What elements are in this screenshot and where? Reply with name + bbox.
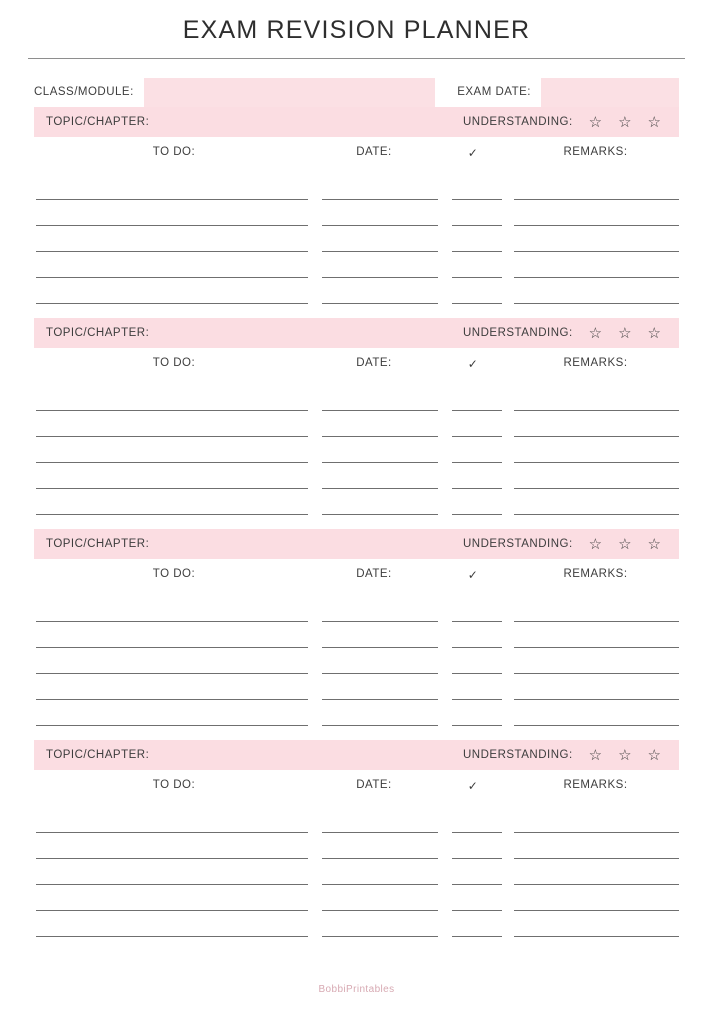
- check-line[interactable]: [452, 462, 502, 463]
- todo-line[interactable]: [36, 832, 308, 833]
- entry-row: [34, 700, 679, 726]
- check-line[interactable]: [452, 884, 502, 885]
- check-line[interactable]: [452, 251, 502, 252]
- entry-row: [34, 648, 679, 674]
- topic-chapter-bar: [34, 318, 679, 348]
- column-header-remarks: REMARKS:: [563, 568, 628, 580]
- topic-chapter-bar: [34, 740, 679, 770]
- remarks-line[interactable]: [514, 514, 679, 515]
- remarks-line[interactable]: [514, 621, 679, 622]
- entry-row: [34, 911, 679, 937]
- date-line[interactable]: [322, 832, 438, 833]
- remarks-line[interactable]: [514, 699, 679, 700]
- entry-row: [34, 859, 679, 885]
- understanding-group: [463, 748, 665, 763]
- star-icon[interactable]: ☆: [618, 535, 632, 553]
- date-line[interactable]: [322, 884, 438, 885]
- remarks-line[interactable]: [514, 647, 679, 648]
- entry-row: [34, 674, 679, 700]
- star-icon[interactable]: ☆: [647, 746, 661, 764]
- date-line[interactable]: [322, 436, 438, 437]
- column-headers: [34, 146, 679, 160]
- todo-line[interactable]: [36, 673, 308, 674]
- check-line[interactable]: [452, 488, 502, 489]
- remarks-line[interactable]: [514, 910, 679, 911]
- column-header-check: ✓: [467, 779, 479, 793]
- remarks-line[interactable]: [514, 410, 679, 411]
- todo-line[interactable]: [36, 884, 308, 885]
- remarks-line[interactable]: [514, 725, 679, 726]
- remarks-line[interactable]: [514, 936, 679, 937]
- check-line[interactable]: [452, 936, 502, 937]
- entry-row: [34, 174, 679, 200]
- revision-section-1: [34, 107, 679, 304]
- column-headers: [34, 357, 679, 371]
- page-title: EXAM REVISION PLANNER: [182, 16, 531, 44]
- todo-line[interactable]: [36, 858, 308, 859]
- sections-container: [0, 107, 713, 937]
- todo-line[interactable]: [36, 410, 308, 411]
- remarks-line[interactable]: [514, 277, 679, 278]
- star-icon[interactable]: ☆: [647, 113, 661, 131]
- date-line[interactable]: [322, 910, 438, 911]
- check-line[interactable]: [452, 621, 502, 622]
- entry-row: [34, 833, 679, 859]
- date-line[interactable]: [322, 936, 438, 937]
- column-header-check: ✓: [467, 568, 479, 582]
- date-line[interactable]: [322, 303, 438, 304]
- column-header-todo: TO DO:: [152, 146, 196, 158]
- todo-line[interactable]: [36, 199, 308, 200]
- understanding-label: UNDERSTANDING:: [462, 538, 573, 550]
- understanding-stars: [589, 115, 661, 130]
- entry-row: [34, 226, 679, 252]
- star-icon[interactable]: ☆: [647, 535, 661, 553]
- check-line[interactable]: [452, 436, 502, 437]
- column-header-todo: TO DO:: [152, 779, 196, 791]
- remarks-line[interactable]: [514, 832, 679, 833]
- todo-line[interactable]: [36, 910, 308, 911]
- entry-row: [34, 252, 679, 278]
- date-line[interactable]: [322, 199, 438, 200]
- check-line[interactable]: [452, 410, 502, 411]
- column-header-date: DATE:: [356, 146, 392, 158]
- todo-line[interactable]: [36, 699, 308, 700]
- column-headers: [34, 568, 679, 582]
- remarks-line[interactable]: [514, 488, 679, 489]
- remarks-line[interactable]: [514, 225, 679, 226]
- entry-lines: [34, 385, 679, 515]
- check-line[interactable]: [452, 225, 502, 226]
- date-line[interactable]: [322, 725, 438, 726]
- entry-row: [34, 385, 679, 411]
- entry-row: [34, 622, 679, 648]
- entry-lines: [34, 596, 679, 726]
- remarks-line[interactable]: [514, 858, 679, 859]
- entry-row: [34, 489, 679, 515]
- todo-line[interactable]: [36, 251, 308, 252]
- understanding-label: UNDERSTANDING:: [462, 116, 573, 128]
- check-line[interactable]: [452, 673, 502, 674]
- entry-row: [34, 200, 679, 226]
- entry-row: [34, 463, 679, 489]
- remarks-line[interactable]: [514, 436, 679, 437]
- column-header-check: ✓: [467, 146, 479, 160]
- check-line[interactable]: [452, 514, 502, 515]
- understanding-label: UNDERSTANDING:: [462, 749, 573, 761]
- revision-section-4: [34, 740, 679, 937]
- todo-line[interactable]: [36, 436, 308, 437]
- page-title-area: [0, 0, 713, 45]
- date-line[interactable]: [322, 225, 438, 226]
- todo-line[interactable]: [36, 936, 308, 937]
- column-header-date: DATE:: [356, 779, 392, 791]
- remarks-line[interactable]: [514, 199, 679, 200]
- column-header-remarks: REMARKS:: [563, 357, 628, 369]
- star-icon[interactable]: ☆: [618, 746, 632, 764]
- remarks-line[interactable]: [514, 251, 679, 252]
- understanding-label: UNDERSTANDING:: [462, 327, 573, 339]
- understanding-stars: [589, 537, 661, 552]
- column-header-date: DATE:: [356, 357, 392, 369]
- column-header-todo: TO DO:: [152, 568, 196, 580]
- check-line[interactable]: [452, 699, 502, 700]
- star-icon[interactable]: ☆: [588, 113, 603, 131]
- understanding-stars: [589, 748, 661, 763]
- entry-row: [34, 278, 679, 304]
- class-module-label: CLASS/MODULE:: [34, 86, 134, 98]
- star-icon[interactable]: ☆: [618, 113, 632, 131]
- footer-credit: BobbiPrintables: [318, 984, 395, 995]
- remarks-line[interactable]: [514, 673, 679, 674]
- exam-date-label: EXAM DATE:: [457, 86, 531, 98]
- todo-line[interactable]: [36, 514, 308, 515]
- entry-row: [34, 437, 679, 463]
- remarks-line[interactable]: [514, 462, 679, 463]
- understanding-stars: [589, 326, 661, 341]
- column-headers: [34, 779, 679, 793]
- star-icon[interactable]: ☆: [588, 535, 603, 553]
- remarks-line[interactable]: [514, 884, 679, 885]
- class-module-input[interactable]: [144, 78, 435, 107]
- entry-lines: [34, 174, 679, 304]
- entry-row: [34, 885, 679, 911]
- todo-line[interactable]: [36, 725, 308, 726]
- date-line[interactable]: [322, 251, 438, 252]
- check-line[interactable]: [452, 832, 502, 833]
- date-line[interactable]: [322, 858, 438, 859]
- topic-chapter-label: TOPIC/CHAPTER:: [46, 749, 150, 761]
- date-line[interactable]: [322, 673, 438, 674]
- revision-section-3: [34, 529, 679, 726]
- understanding-group: [463, 115, 665, 130]
- date-line[interactable]: [322, 410, 438, 411]
- check-line[interactable]: [452, 277, 502, 278]
- revision-section-2: [34, 318, 679, 515]
- date-line[interactable]: [322, 277, 438, 278]
- topic-chapter-label: TOPIC/CHAPTER:: [46, 116, 150, 128]
- star-icon[interactable]: ☆: [618, 324, 632, 342]
- todo-line[interactable]: [36, 303, 308, 304]
- todo-line[interactable]: [36, 225, 308, 226]
- star-icon[interactable]: ☆: [588, 324, 603, 342]
- todo-line[interactable]: [36, 462, 308, 463]
- check-line[interactable]: [452, 303, 502, 304]
- todo-line[interactable]: [36, 277, 308, 278]
- check-line[interactable]: [452, 647, 502, 648]
- check-line[interactable]: [452, 199, 502, 200]
- date-line[interactable]: [322, 621, 438, 622]
- column-header-date: DATE:: [356, 568, 392, 580]
- date-line[interactable]: [322, 647, 438, 648]
- topic-chapter-label: TOPIC/CHAPTER:: [46, 327, 150, 339]
- topic-chapter-label: TOPIC/CHAPTER:: [46, 538, 150, 550]
- todo-line[interactable]: [36, 647, 308, 648]
- column-header-todo: TO DO:: [152, 357, 196, 369]
- understanding-group: [463, 537, 665, 552]
- understanding-group: [463, 326, 665, 341]
- header-fields-row: [34, 77, 679, 107]
- date-line[interactable]: [322, 699, 438, 700]
- check-line[interactable]: [452, 858, 502, 859]
- date-line[interactable]: [322, 488, 438, 489]
- date-line[interactable]: [322, 514, 438, 515]
- todo-line[interactable]: [36, 488, 308, 489]
- topic-chapter-bar: [34, 529, 679, 559]
- entry-row: [34, 807, 679, 833]
- title-divider: [28, 58, 685, 59]
- star-icon[interactable]: ☆: [588, 746, 603, 764]
- column-header-check: ✓: [467, 357, 479, 371]
- topic-chapter-bar: [34, 107, 679, 137]
- entry-lines: [34, 807, 679, 937]
- star-icon[interactable]: ☆: [647, 324, 661, 342]
- exam-date-input[interactable]: [541, 78, 679, 107]
- date-line[interactable]: [322, 462, 438, 463]
- remarks-line[interactable]: [514, 303, 679, 304]
- entry-row: [34, 596, 679, 622]
- check-line[interactable]: [452, 910, 502, 911]
- column-header-remarks: REMARKS:: [563, 779, 628, 791]
- entry-row: [34, 411, 679, 437]
- check-line[interactable]: [452, 725, 502, 726]
- column-header-remarks: REMARKS:: [563, 146, 628, 158]
- todo-line[interactable]: [36, 621, 308, 622]
